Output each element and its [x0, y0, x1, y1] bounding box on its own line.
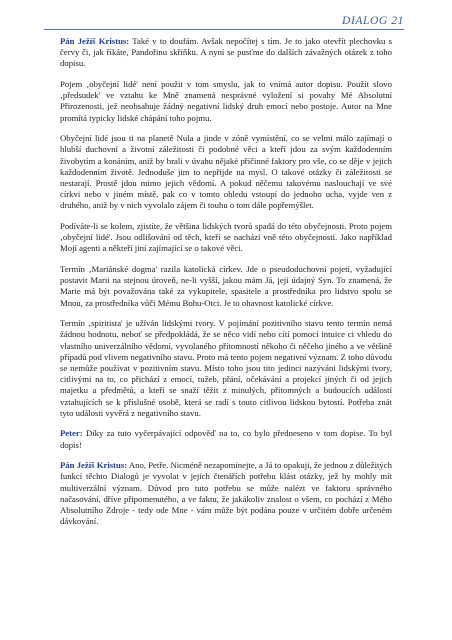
speaker-label: Pán Ježíš Kristus:: [60, 36, 130, 46]
paragraph-2: [60, 79, 392, 124]
paragraph-text: Termín ‚Mariánské dogma' razila katolická církev. Jde o pseudoduchovní pojetí, vyžadující postavit Marii na stejnou úroveň, ne-li vyšší, jakou mám Já, její údajný Syn. To znamená, že Marie má být považována také za vykupitele, spasitele a prostředníka pro lidstvo spolu se Mnou, za prostředníka vůči Mému Bohu-Otci. Je to ohavnost katolické církve.: [60, 264, 392, 308]
header-title: DIALOG 21: [342, 15, 404, 27]
page-content: [60, 36, 392, 537]
paragraph-text: Obyčejní lidé jsou ti na planetě Nula a jinde v zóně vymístění, co se velmi málo zajímají o hlubší duchovní a životní záležitosti či podobné věci a kteří jdou za svým každodenním živobytím a konáním, aniž by brali v úvahu nějaké příčinné faktory pro vše, co se děje v jejich každodenním životě. Jednoduše jim to nepřijde na mysl. O takové otázky či záležitosti se nestarají. Prostě jdou mimo jejich vědomí. A pokud něčemu takovému naslouchají ve své církvi nebo v jiném místě, pak co v tomto ohledu vstoupí do jednoho ucha, vyjde ven z druhého, aniž by v nich vyvolalo zájem či touhu o tom dále popřemýšlet.: [60, 133, 392, 211]
paragraph-text: Také v to doufám. Avšak nepočítej s tím. Je to jako otevřít plechovku s červy či, jak říkáte, Pandořinu skříňku. A nyní se pusťme do dalších závažných otázek z toho dopisu.: [60, 36, 393, 69]
speaker-label: Peter:: [60, 428, 83, 439]
paragraph-text: Podíváte-li se kolem, zjistíte, že většina lidských tvorů spadá do této obyčejnosti. Proto pojem ‚obyčejní lidé'. Jsou odlišování od těch, kteří se nachází vně této obyčejnosti. Jako například Mojí agenti a někteří jiní zajímající se o takové věci.: [60, 221, 392, 254]
paragraph-text: Díky za tuto vyčerpávající odpověď na to, co bylo předneseno v tom dopise. To byl dopis!: [60, 428, 392, 450]
paragraph-text: Ano, Petře. Nicméně nezapomínejte, a Já to opakuji, že jednou z důležitých funkcí těchto Dialogů je vyvolat v jejich čtenářích potřebu klást otázky, jež by mohly mít multiverzální význam. Důvod pro tuto potřebu se může nalézt ve faktoru správného načasování, dříve připomenutého, a ve faktu, že jakákoliv znalost o všem, co pochází z Mého Absolutního Zdroje - tedy ode Mne - vám může být podána pouze v určitém dobře určeném dávkování.: [60, 460, 392, 527]
paragraph-6: [60, 318, 392, 419]
paragraph-5: [60, 264, 392, 309]
paragraph-3: [60, 133, 392, 211]
paragraph-1: [60, 36, 392, 70]
speaker-label: Pán Ježíš Kristus:: [60, 460, 128, 471]
paragraph-4: [60, 221, 392, 255]
page-header: [44, 11, 404, 30]
paragraph-text: Termín ‚spiritista' je užíván lidskými tvory. V pojímání pozitivního stavu tento termín nemá žádnou hodnotu, neboť se předpokládá, že se něco vidí nebo cítí pomocí intuice ci vhledu do vlastního univerzálního vědomí, vyvolaného přítomností někoho či něčeho jiného a ve většině případů pod vlivem negativního stavu. Proto má tento pojem negativní význam. Z toho důvodu se nemůže používat v pozitivním stavu. Místo toho jsou tito jedinci nazýváni lidskými tvory, citlivými na to, co přichází z emocí, tužeb, přání, očekávání a projekcí jiných či od jejich majetku a předmětů, a kteří se snaží těžit z minulých, přítomných a budoucích událostí vztahujících se k příslušné osobě, která se radí s touto citlivou lidskou bytostí. Potřeba znát tyto události vyvěrá z negativního stavu.: [60, 318, 392, 418]
paragraph-8: [60, 460, 392, 527]
paragraph-text: Pojem ‚obyčejní lidé' není použit v tom smyslu, jak to vnímá autor dopisu. Použít slovo ‚předsudek' ve vztahu ke Mně znamená nesprávné vyložení si povahy Mé Absolutní Přirozenosti, jež neobsahuje žádný negativní lidský druh emocí nebo postoje. Autor na Mne promítá typicky lidské chápání toho pojmu.: [60, 79, 392, 123]
paragraph-7: [60, 428, 392, 450]
